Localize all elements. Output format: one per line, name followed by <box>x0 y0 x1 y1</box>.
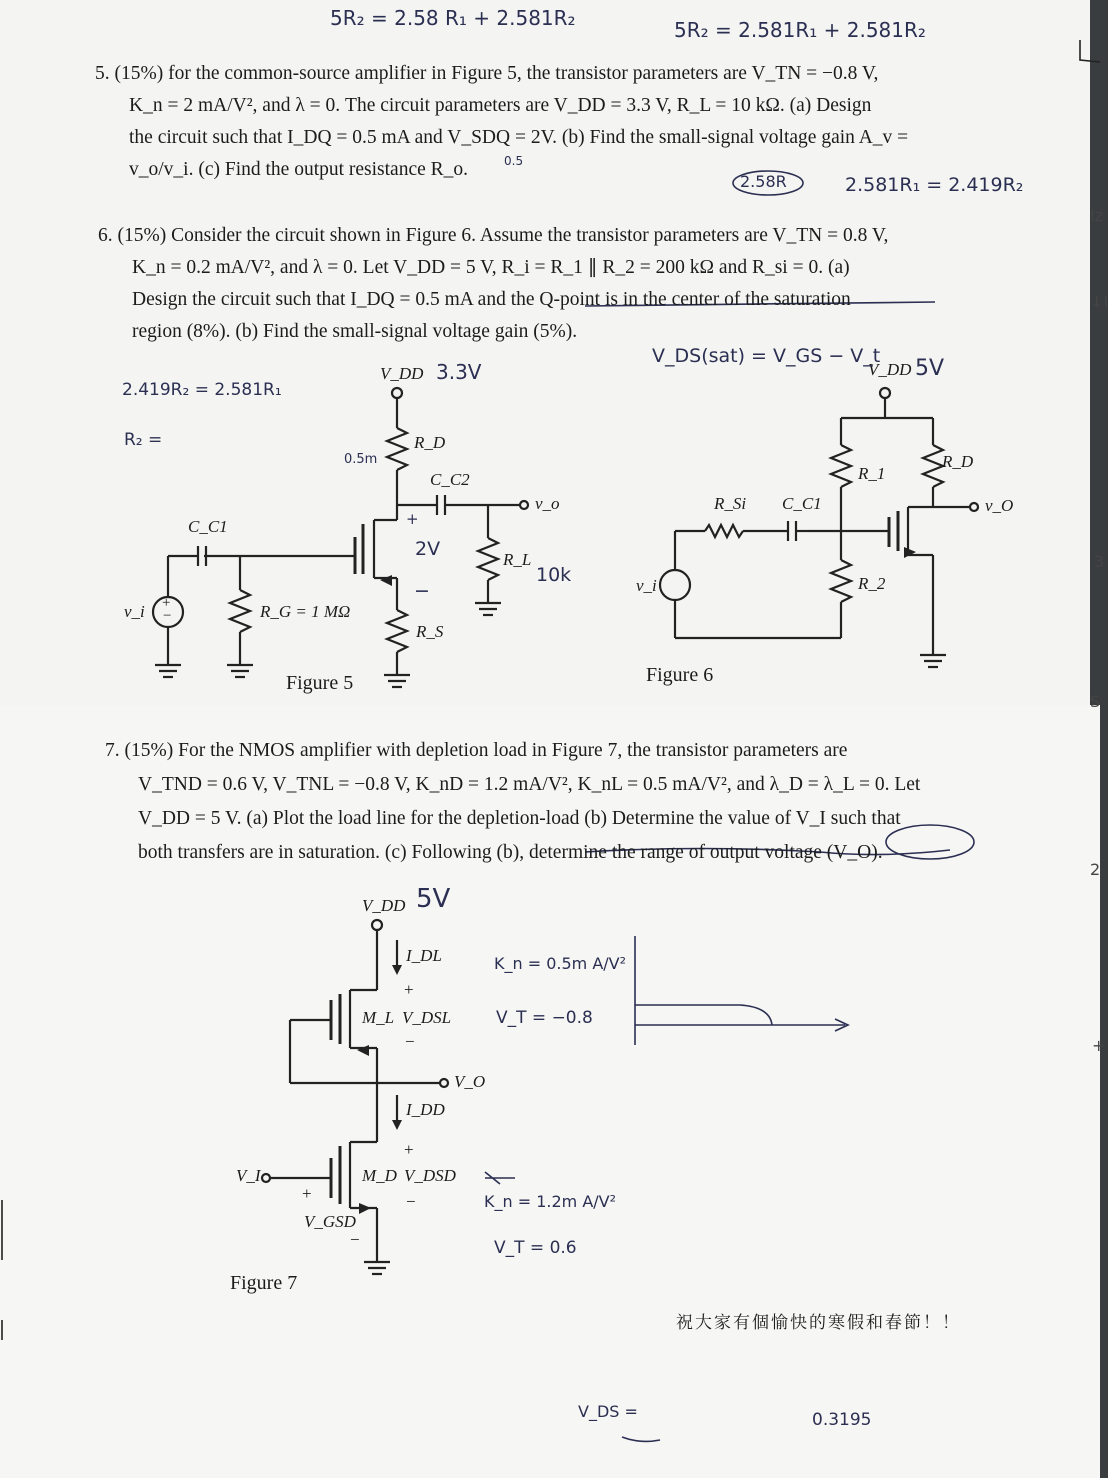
fig5-vi-label: v_i <box>124 602 145 621</box>
hand-2v: 2V <box>415 538 441 560</box>
question-6 <box>98 220 888 348</box>
fig6-r1-resistor <box>831 445 851 487</box>
fig5-cc2-label: C_C2 <box>430 470 470 489</box>
margin-mark-5: 2 <box>1090 860 1101 879</box>
fig5-minus: − <box>163 608 172 624</box>
fig6-vo-label: v_O <box>985 496 1014 515</box>
hand-vdd-5v-fig6: 5V <box>915 356 945 381</box>
fig7-idl-label: I_DL <box>406 946 442 965</box>
question-7 <box>105 734 920 870</box>
fig5-vdd-terminal <box>392 388 402 398</box>
figure-6-caption: Figure 6 <box>646 664 714 686</box>
margin-mark-2: ↓I <box>1090 292 1108 311</box>
fig7-vo-label: V_O <box>454 1072 486 1091</box>
fig7-vdsl-label: V_DSL <box>402 1008 452 1027</box>
hand-kn-load: K_n = 0.5m A/V² <box>494 954 627 973</box>
fig5-rg-label: R_G = 1 MΩ <box>260 602 351 621</box>
q6-line-1: 6. (15%) Consider the circuit shown in Figure 6. Assume the transistor parameters are V_TN = 0.8 V, <box>98 225 889 246</box>
fig7-vi-terminal <box>262 1174 270 1182</box>
fig6-rd-resistor <box>923 445 943 487</box>
fig6-r2-resistor <box>831 560 851 602</box>
q6-line-2: K_n = 0.2 mA/V², and λ = 0. Let V_DD = 5 V, R_i = R_1 ∥ R_2 = 200 kΩ and R_si = 0. (a) <box>132 257 850 278</box>
q7-line-3: V_DD = 5 V. (a) Plot the load line for the depletion-load (b) Determine the value of V_I such that <box>138 808 901 829</box>
fig5-rs-label: R_S <box>416 622 444 641</box>
fig7-minus-l: − <box>405 1032 415 1051</box>
fig5-vo-terminal <box>520 501 528 509</box>
fig6-r1-label: R_1 <box>858 464 886 483</box>
figure-5-caption: Figure 5 <box>286 672 354 694</box>
q5-line-3: the circuit such that I_DQ = 0.5 mA and V_SDQ = 2V. (b) Find the small-signal voltage gain A_v = <box>129 127 909 148</box>
fig7-vdd-terminal <box>372 920 382 930</box>
q6-line-4: region (8%). (b) Find the small-signal voltage gain (5%). <box>132 321 578 342</box>
fig6-vi-source <box>660 570 690 600</box>
fig5-rd-label: R_D <box>414 433 446 452</box>
fig5-rl-resistor <box>478 538 498 580</box>
hand-0.5m: 0.5m <box>344 452 378 467</box>
fig5-rs-resistor <box>387 610 407 652</box>
fig7-vi-label: V_I <box>236 1166 261 1185</box>
vds-underline <box>622 1437 660 1441</box>
fig6-vo-terminal <box>970 503 978 511</box>
fig6-vi-label: v_i <box>636 576 657 595</box>
fig6-rd-label: R_D <box>942 452 974 471</box>
hand-top-left-eq: 5R₂ = 2.58 R₁ + 2.581R₂ <box>330 6 576 30</box>
hand-number: 0.3195 <box>812 1410 872 1430</box>
fig5-cc1-label: C_C1 <box>188 517 228 536</box>
hand-left-eq-2: R₂ = <box>124 430 163 450</box>
hand-vt-drv: V_T = 0.6 <box>494 1238 577 1258</box>
fig7-vdsd-label: V_DSD <box>404 1166 456 1185</box>
hand-q5-note: 0.5 <box>504 154 524 168</box>
figure-7-caption: Figure 7 <box>230 1272 298 1294</box>
q7-line-4: both transfers are in saturation. (c) Following (b), determine the range of output voltage (V_O). <box>138 842 883 863</box>
fig7-ml-label: M_L <box>362 1008 395 1027</box>
fig5-vdd-label: V_DD <box>380 364 424 383</box>
margin-mark-1: Iz <box>1090 206 1104 225</box>
hand-top-right-eq: 5R₂ = 2.581R₁ + 2.581R₂ <box>674 18 926 42</box>
q7-line-2: V_TND = 0.6 V, V_TNL = −0.8 V, K_nD = 1.2 mA/V², K_nL = 0.5 mA/V², and λ_D = λ_L = 0. Let <box>138 774 921 795</box>
fig6-cc1-label: C_C1 <box>782 494 822 513</box>
hand-vt-load: V_T = −0.8 <box>496 1008 593 1028</box>
hand-left-eq-1: 2.419R₂ = 2.581R₁ <box>122 380 282 400</box>
fig7-idd-label: I_DD <box>406 1100 445 1119</box>
scratch-out <box>485 1172 515 1184</box>
hand-vds-sat: V_DS(sat) = V_GS − V_t <box>652 345 881 367</box>
fig7-vdd-label: V_DD <box>362 896 406 915</box>
fig5-plus: + <box>162 595 171 611</box>
margin-mark-3: 3 <box>1094 552 1105 571</box>
fig6-vdd-label: V_DD <box>868 360 912 379</box>
fig7-plus-l: + <box>404 980 414 999</box>
hand-vdd-3.3v: 3.3V <box>436 360 482 384</box>
question-5 <box>95 58 908 186</box>
q6-line-3b: Q-point is in the center of the saturation <box>539 289 851 310</box>
footer-greeting: 祝大家有個愉快的寒假和春節！！ <box>676 1313 961 1333</box>
margin-mark-6: + <box>1092 1036 1106 1055</box>
hand-10k: 10k <box>536 564 572 586</box>
hand-kn-drv: K_n = 1.2m A/V² <box>484 1192 617 1211</box>
fig5-rl-label: R_L <box>503 550 532 569</box>
hand-minus: − <box>414 580 430 602</box>
fig7-minus-d: − <box>406 1192 416 1211</box>
q5-line-1: 5. (15%) for the common-source amplifier in Figure 5, the transistor parameters are V_TN = −0.8 V, <box>95 63 879 84</box>
fig5-rg-resistor <box>230 590 250 632</box>
q5-line-2: K_n = 2 mA/V², and λ = 0. The circuit parameters are V_DD = 3.3 V, R_L = 10 kΩ. (a) Design <box>129 95 872 116</box>
hand-circled-note: 2.58R <box>740 172 787 191</box>
fig7-vo-terminal <box>440 1079 448 1087</box>
fig7-vgsd-label: V_GSD <box>304 1212 356 1231</box>
q6-line-3a: Design the circuit such that I_DQ = 0.5 mA and the <box>132 289 540 310</box>
fig6-rsi-label: R_Si <box>714 494 747 513</box>
hand-vds-eq: V_DS = <box>578 1402 638 1421</box>
q7-line-1: 7. (15%) For the NMOS amplifier with depletion load in Figure 7, the transistor parameters are <box>105 740 848 761</box>
q6-line-3 <box>98 284 888 316</box>
fig6-r2-label: R_2 <box>858 574 886 593</box>
fig5-vo-label: v_o <box>535 494 560 513</box>
fig7-plus-g: + <box>302 1184 312 1203</box>
sketch-load-curve <box>635 1005 772 1025</box>
margin-mark-4: S <box>1090 692 1101 711</box>
hand-vdd-5v-fig7: 5V <box>416 884 451 914</box>
fig7-plus-d: + <box>404 1140 414 1159</box>
fig7-minus-g: − <box>350 1230 360 1249</box>
fig6-rsi-resistor <box>705 525 743 537</box>
fig5-rd-resistor <box>387 428 407 470</box>
hand-right-eq: 2.581R₁ = 2.419R₂ <box>845 174 1024 196</box>
hand-plus: + <box>406 510 419 528</box>
q5-line-4: v_o/v_i. (c) Find the output resistance R_o. <box>129 159 469 180</box>
fig7-md-label: M_D <box>362 1166 397 1185</box>
fig6-vdd-terminal <box>880 388 890 398</box>
